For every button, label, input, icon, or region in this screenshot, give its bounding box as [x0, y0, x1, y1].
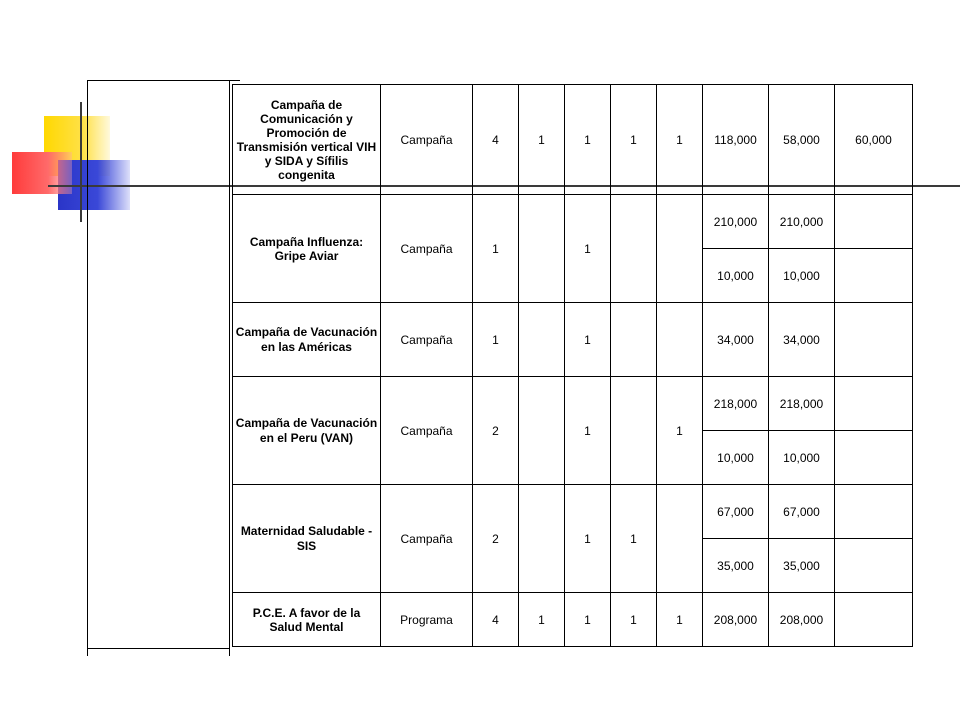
campaign-type: Campaña [381, 485, 473, 593]
count-3: 1 [611, 85, 657, 195]
total-count: 4 [473, 85, 519, 195]
amount-total: 34,000 [703, 303, 769, 377]
campaign-table [232, 84, 913, 647]
table-frame-divider [229, 80, 230, 656]
count-3 [611, 303, 657, 377]
table-row [233, 85, 913, 195]
amount-b: 10,000 [769, 431, 835, 485]
amount-c [835, 195, 913, 249]
table-row [233, 303, 913, 377]
table-row [233, 195, 913, 249]
count-1 [519, 195, 565, 303]
campaign-name: Campaña Influenza: Gripe Aviar [233, 195, 381, 303]
amount-total: 10,000 [703, 249, 769, 303]
amount-total: 67,000 [703, 485, 769, 539]
amount-b: 35,000 [769, 539, 835, 593]
campaign-type: Campaña [381, 377, 473, 485]
count-3: 1 [611, 485, 657, 593]
table-frame-bottom [87, 648, 230, 649]
amount-b: 58,000 [769, 85, 835, 195]
amount-total: 208,000 [703, 593, 769, 647]
count-1 [519, 377, 565, 485]
count-2: 1 [565, 593, 611, 647]
amount-c [835, 249, 913, 303]
campaign-name: Maternidad Saludable - SIS [233, 485, 381, 593]
amount-b: 34,000 [769, 303, 835, 377]
amount-b: 218,000 [769, 377, 835, 431]
amount-total: 35,000 [703, 539, 769, 593]
table-row [233, 593, 913, 647]
count-1 [519, 303, 565, 377]
total-count: 2 [473, 377, 519, 485]
table-frame-top [87, 80, 240, 81]
amount-total: 210,000 [703, 195, 769, 249]
total-count: 1 [473, 195, 519, 303]
amount-total: 118,000 [703, 85, 769, 195]
amount-c [835, 431, 913, 485]
amount-b: 10,000 [769, 249, 835, 303]
count-4: 1 [657, 377, 703, 485]
amount-b: 208,000 [769, 593, 835, 647]
amount-c [835, 303, 913, 377]
amount-c [835, 377, 913, 431]
count-4 [657, 485, 703, 593]
decorative-red-square [12, 152, 72, 194]
campaign-type: Campaña [381, 85, 473, 195]
count-2: 1 [565, 85, 611, 195]
campaign-name: P.C.E. A favor de la Salud Mental [233, 593, 381, 647]
count-4 [657, 195, 703, 303]
amount-b: 67,000 [769, 485, 835, 539]
amount-c [835, 593, 913, 647]
campaign-type: Campaña [381, 195, 473, 303]
count-4 [657, 303, 703, 377]
amount-total: 10,000 [703, 431, 769, 485]
total-count: 1 [473, 303, 519, 377]
campaign-name: Campaña de Comunicación y Promoción de Transmisión vertical VIH y SIDA y Sífilis congenita [233, 85, 381, 195]
count-1: 1 [519, 593, 565, 647]
table-row [233, 485, 913, 539]
campaign-name: Campaña de Vacunación en las Américas [233, 303, 381, 377]
count-4: 1 [657, 593, 703, 647]
campaign-type: Programa [381, 593, 473, 647]
table-frame-left [87, 80, 88, 656]
amount-b: 210,000 [769, 195, 835, 249]
amount-c [835, 485, 913, 539]
count-3 [611, 195, 657, 303]
amount-c [835, 539, 913, 593]
table-row [233, 377, 913, 431]
campaign-type: Campaña [381, 303, 473, 377]
count-3: 1 [611, 593, 657, 647]
count-1: 1 [519, 85, 565, 195]
amount-c: 60,000 [835, 85, 913, 195]
amount-total: 218,000 [703, 377, 769, 431]
total-count: 2 [473, 485, 519, 593]
count-4: 1 [657, 85, 703, 195]
count-3 [611, 377, 657, 485]
count-2: 1 [565, 485, 611, 593]
count-1 [519, 485, 565, 593]
count-2: 1 [565, 303, 611, 377]
campaign-name: Campaña de Vacunación en el Peru (VAN) [233, 377, 381, 485]
count-2: 1 [565, 377, 611, 485]
total-count: 4 [473, 593, 519, 647]
decorative-vertical-line [80, 102, 82, 222]
count-2: 1 [565, 195, 611, 303]
